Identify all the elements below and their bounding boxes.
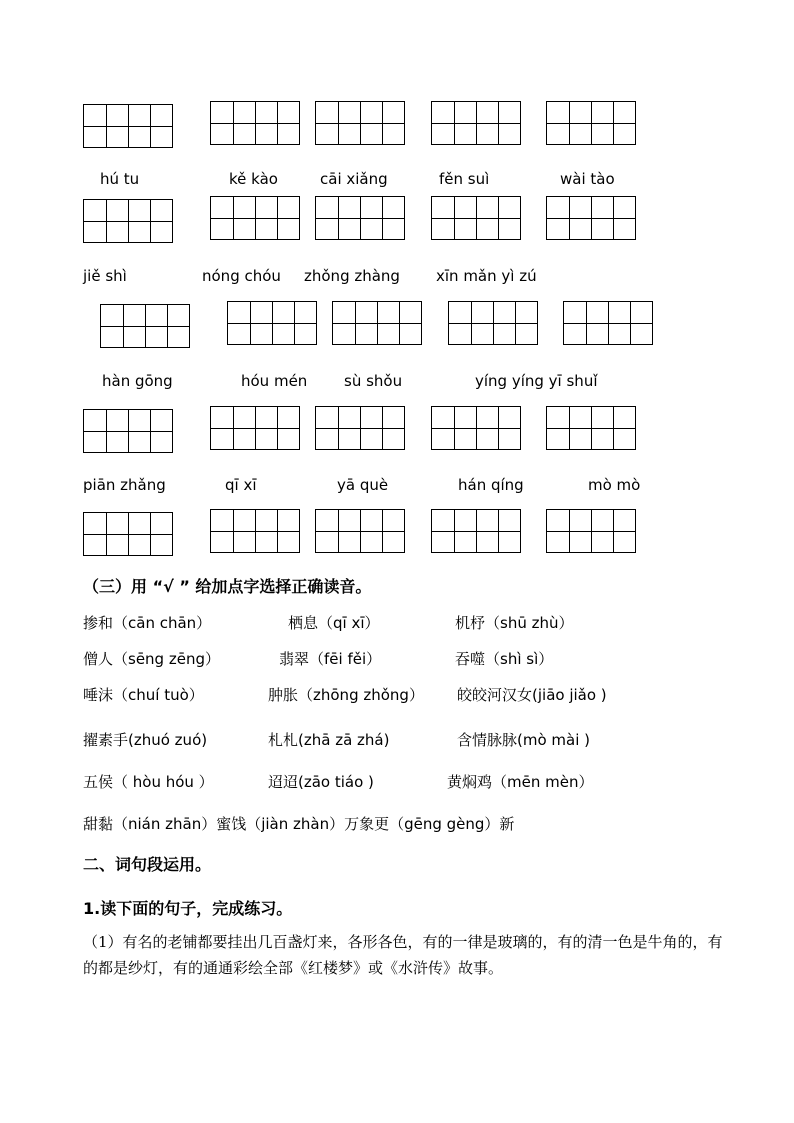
writing-box[interactable] xyxy=(546,196,636,240)
pronunciation-item[interactable]: 擢素手(zhuó zuó) xyxy=(83,731,208,749)
pinyin-label: yā què xyxy=(337,476,389,494)
writing-box[interactable] xyxy=(210,196,300,240)
pinyin-label: hóu mén xyxy=(241,372,308,390)
writing-box[interactable] xyxy=(315,196,405,240)
pronunciation-item[interactable]: 肿胀（zhōng zhǒng） xyxy=(268,686,424,704)
pronunciation-item[interactable]: 黄焖鸡（mēn mèn） xyxy=(447,773,594,791)
pronunciation-item[interactable]: 翡翠（fēi fěi） xyxy=(279,650,382,668)
writing-box[interactable] xyxy=(83,104,173,148)
pinyin-label: zhǒng zhàng xyxy=(304,267,400,285)
exercise-one-heading: 1.读下面的句子，完成练习。 xyxy=(83,899,293,918)
writing-box[interactable] xyxy=(315,406,405,450)
writing-box[interactable] xyxy=(431,509,521,553)
pronunciation-item[interactable]: 僧人（sēng zēng） xyxy=(83,650,220,668)
pronunciation-item[interactable]: 栖息（qī xī） xyxy=(288,614,380,632)
pronunciation-item[interactable]: 五侯（ hòu hóu ） xyxy=(83,773,214,791)
pinyin-label: kě kào xyxy=(229,170,278,188)
writing-box[interactable] xyxy=(546,406,636,450)
pinyin-label: sù shǒu xyxy=(344,372,403,390)
pronunciation-item[interactable]: 含情脉脉(mò mài ) xyxy=(457,731,591,749)
pinyin-label: hàn gōng xyxy=(102,372,173,390)
writing-box[interactable] xyxy=(332,301,422,345)
pronunciation-item[interactable]: 皎皎河汉女(jiāo jiǎo ) xyxy=(457,686,607,704)
pronunciation-item[interactable]: 掺和（cān chān） xyxy=(83,614,212,632)
pinyin-label: hú tu xyxy=(100,170,140,188)
writing-box[interactable] xyxy=(210,101,300,145)
pinyin-label: cāi xiǎng xyxy=(320,170,388,188)
pronunciation-item[interactable]: 机杼（shū zhù） xyxy=(455,614,574,632)
writing-box[interactable] xyxy=(83,199,173,243)
pinyin-label: mò mò xyxy=(588,476,641,494)
pronunciation-item[interactable]: 唾沫（chuí tuò） xyxy=(83,686,204,704)
writing-box[interactable] xyxy=(431,406,521,450)
writing-box[interactable] xyxy=(431,101,521,145)
writing-box[interactable] xyxy=(546,509,636,553)
pinyin-label: wài tào xyxy=(560,170,615,188)
pinyin-label: nóng chóu xyxy=(202,267,281,285)
pinyin-label: yíng yíng yī shuǐ xyxy=(475,372,598,390)
pinyin-label: qī xī xyxy=(225,476,257,494)
pronunciation-item[interactable]: 迢迢(zāo tiáo ) xyxy=(268,773,374,791)
pinyin-label: xīn mǎn yì zú xyxy=(436,267,537,285)
pronunciation-item[interactable]: 吞噬（shì sì） xyxy=(455,650,554,668)
pinyin-label: hán qíng xyxy=(458,476,524,494)
writing-box[interactable] xyxy=(227,301,317,345)
writing-box[interactable] xyxy=(563,301,653,345)
writing-box[interactable] xyxy=(431,196,521,240)
writing-box[interactable] xyxy=(83,409,173,453)
writing-box[interactable] xyxy=(546,101,636,145)
pinyin-label: jiě shì xyxy=(83,267,127,285)
pronunciation-item[interactable]: 札札(zhā zā zhá) xyxy=(268,731,390,749)
pinyin-label: piān zhǎng xyxy=(83,476,166,494)
pronunciation-item[interactable]: 甜黏（nián zhān）蜜饯（jiàn zhàn）万象更（gēng gèng）新 xyxy=(83,815,515,833)
writing-box[interactable] xyxy=(210,509,300,553)
writing-box[interactable] xyxy=(315,101,405,145)
writing-box[interactable] xyxy=(100,304,190,348)
exercise-one-paragraph: （1）有名的老铺都要挂出几百盏灯来，各形各色，有的一律是玻璃的，有的清一色是牛角的，有的都是纱灯，有的通通彩绘全部《红楼梦》或《水浒传》故事。 xyxy=(83,933,723,977)
pinyin-label: fěn suì xyxy=(439,170,490,188)
writing-box[interactable] xyxy=(83,512,173,556)
writing-box[interactable] xyxy=(448,301,538,345)
section-two-heading: 二、词句段运用。 xyxy=(83,855,212,874)
writing-box[interactable] xyxy=(315,509,405,553)
writing-box[interactable] xyxy=(210,406,300,450)
section-three-heading: （三）用 “√ ” 给加点字选择正确读音。 xyxy=(83,577,372,596)
